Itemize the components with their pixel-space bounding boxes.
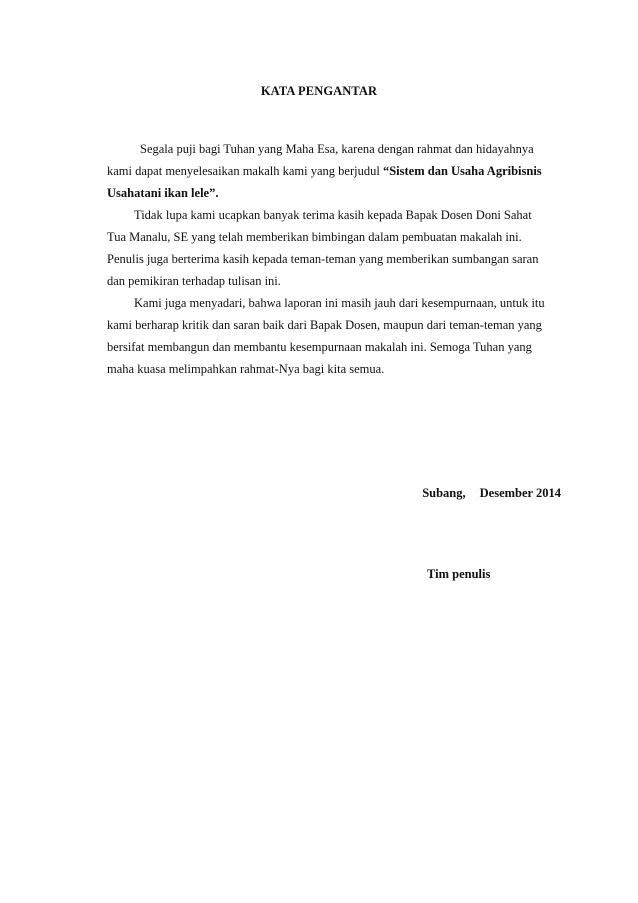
- paragraph-3-line-1: Kami juga menyadari, bahwa laporan ini masih jauh dari kesempurnaan, untuk itu: [134, 296, 545, 310]
- paragraph-2-line-1: Tidak lupa kami ucapkan banyak terima kasih kepada Bapak Dosen Doni Sahat: [134, 208, 532, 222]
- paragraph-3-line-4: maha kuasa melimpahkan rahmat-Nya bagi kita semua.: [107, 362, 385, 376]
- place-text: Subang,: [422, 486, 466, 500]
- signer-name: Tim penulis: [427, 567, 491, 581]
- paragraph-2-line-2: Tua Manalu, SE yang telah memberikan bimbingan dalam pembuatan makalah ini.: [107, 230, 522, 244]
- paragraph-3: [107, 292, 561, 380]
- paragraph-1: [107, 138, 561, 204]
- paragraph-3-line-3: bersifat membangun dan membantu kesempurnaan makalah ini. Semoga Tuhan yang: [107, 340, 532, 354]
- paragraph-3-line-2: kami berharap kritik dan saran baik dari Bapak Dosen, maupun dari teman-teman yang: [107, 318, 542, 332]
- date-text: Desember 2014: [479, 486, 561, 500]
- place-date: [422, 486, 561, 501]
- paragraph-1-line-1: Segala puji bagi Tuhan yang Maha Esa, karena dengan rahmat dan hidayahnya: [140, 142, 534, 156]
- paragraph-1-line-2-text: kami dapat menyelesaikan makalh kami yang berjudul: [107, 164, 383, 178]
- paper-title-part-2: Usahatani ikan lele”.: [107, 186, 219, 200]
- paragraph-2: [107, 204, 561, 292]
- paragraph-2-line-3: Penulis juga berterima kasih kepada teman-teman yang memberikan sumbangan saran: [107, 252, 539, 266]
- page-title: KATA PENGANTAR: [260, 84, 378, 98]
- paragraph-1-line-2: [107, 160, 561, 182]
- paragraph-2-line-4: dan pemikiran terhadap tulisan ini.: [107, 274, 281, 288]
- paper-title-part-1: “Sistem dan Usaha Agribisnis: [382, 164, 542, 178]
